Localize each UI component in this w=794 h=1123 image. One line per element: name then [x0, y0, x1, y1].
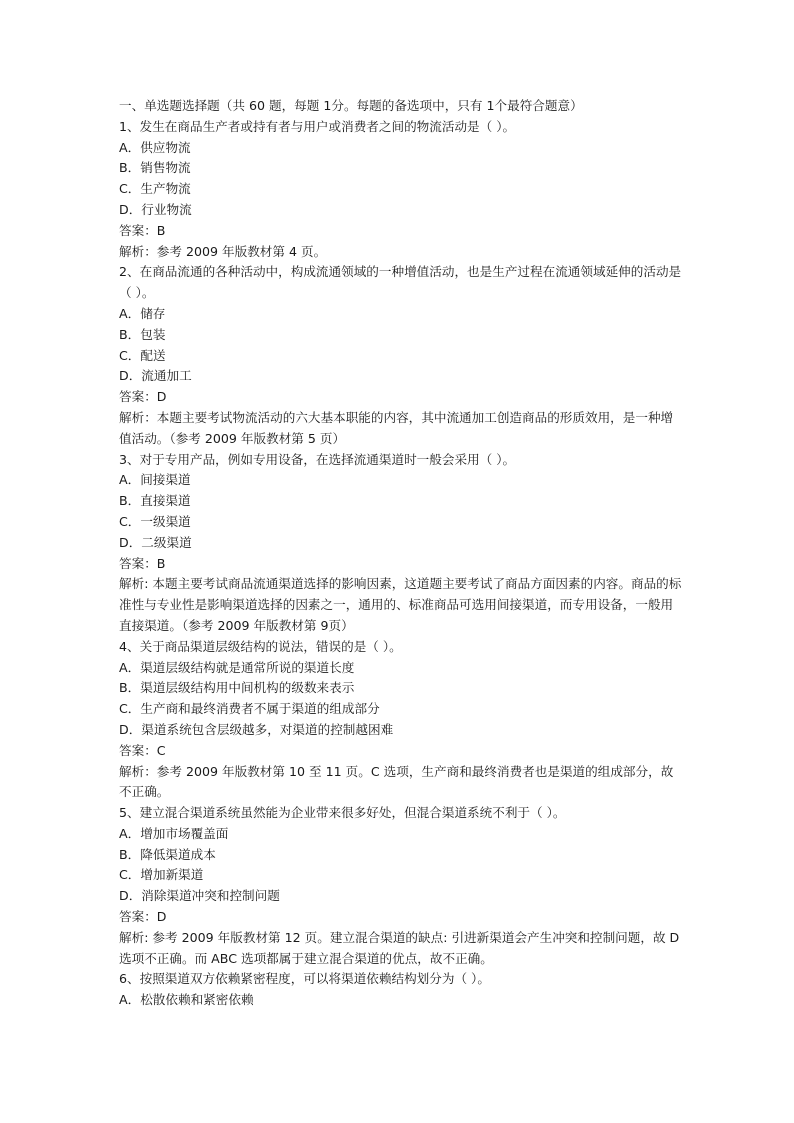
analysis: 解析: 本题主要考试商品流通渠道选择的影响因素，这道题主要考试了商品方面因素的内容。商品的标准性与专业性是影响渠道选择的因素之一，通用的、标准商品可选用间接渠道，而专用设备，一般用直接渠道。（参考 2009 年版教材第 9页） [119, 576, 682, 633]
section-title: 一、单选题选择题（共 60 题，每题 1分。每题的备选项中，只有 1个最符合题意） [119, 98, 583, 113]
option-a: A．供应物流 [119, 139, 191, 155]
analysis: 解析：本题主要考试物流活动的六大基本职能的内容，其中流通加工创造商品的形质效用，是一种增值活动。（参考 2009 年版教材第 5 页） [119, 409, 674, 446]
analysis: 解析：参考 2009 年版教材第 4 页。 [119, 243, 327, 259]
option-b: B．销售物流 [119, 160, 191, 176]
answer: 答案：D [119, 389, 167, 405]
option-b: B．渠道层级结构用中间机构的级数来表示 [119, 680, 355, 696]
option-d: D．渠道系统包含层级越多，对渠道的控制越困难 [119, 721, 394, 737]
option-b: B．降低渠道成本 [119, 846, 216, 862]
option-a: A．储存 [119, 305, 166, 321]
answer: 答案：B [119, 555, 166, 571]
option-d: D．流通加工 [119, 368, 192, 384]
option-c: C．生产物流 [119, 181, 191, 197]
question-stem: 6、按照渠道双方依赖紧密程度，可以将渠道依赖结构划分为（ ）。 [119, 971, 490, 987]
option-d: D．二级渠道 [119, 534, 192, 550]
answer: 答案：D [119, 909, 167, 925]
question-stem: 4、关于商品渠道层级结构的说法，错误的是（ ）。 [119, 638, 402, 654]
analysis: 解析: 参考 2009 年版教材第 12 页。建立混合渠道的缺点: 引进新渠道会产生冲突和控制问题，故 D 选项不正确。而 ABC 选项都属于建立混合渠道的优点，故不正确。 [119, 929, 680, 966]
answer: 答案：B [119, 222, 166, 238]
option-d: D．消除渠道冲突和控制问题 [119, 888, 280, 904]
option-b: B．直接渠道 [119, 493, 191, 509]
option-b: B．包装 [119, 326, 166, 342]
option-d: D．行业物流 [119, 201, 192, 217]
option-a: A．间接渠道 [119, 472, 191, 488]
option-c: C．一级渠道 [119, 513, 191, 529]
question-stem: 2、在商品流通的各种活动中，构成流通领域的一种增值活动，也是生产过程在流通领域延伸的活动是（ ）。 [119, 264, 682, 301]
option-a: A．增加市场覆盖面 [119, 825, 229, 841]
question-stem: 5、建立混合渠道系统虽然能为企业带来很多好处，但混合渠道系统不利于（ ）。 [119, 805, 566, 821]
analysis: 解析：参考 2009 年版教材第 10 至 11 页。C 选项，生产商和最终消费者也是渠道的组成部分，故不正确。 [119, 763, 674, 800]
option-a: A．渠道层级结构就是通常所说的渠道长度 [119, 659, 355, 675]
question-stem: 3、对于专用产品，例如专用设备，在选择流通渠道时一般会采用（ ）。 [119, 451, 516, 467]
document-page [119, 96, 685, 1011]
question-stem: 1、发生在商品生产者或持有者与用户或消费者之间的物流活动是（ ）。 [119, 118, 516, 134]
option-a: A．松散依赖和紧密依赖 [119, 992, 254, 1008]
answer: 答案：C [119, 742, 166, 758]
option-c: C．配送 [119, 347, 166, 363]
option-c: C．生产商和最终消费者不属于渠道的组成部分 [119, 701, 380, 717]
option-c: C．增加新渠道 [119, 867, 204, 883]
